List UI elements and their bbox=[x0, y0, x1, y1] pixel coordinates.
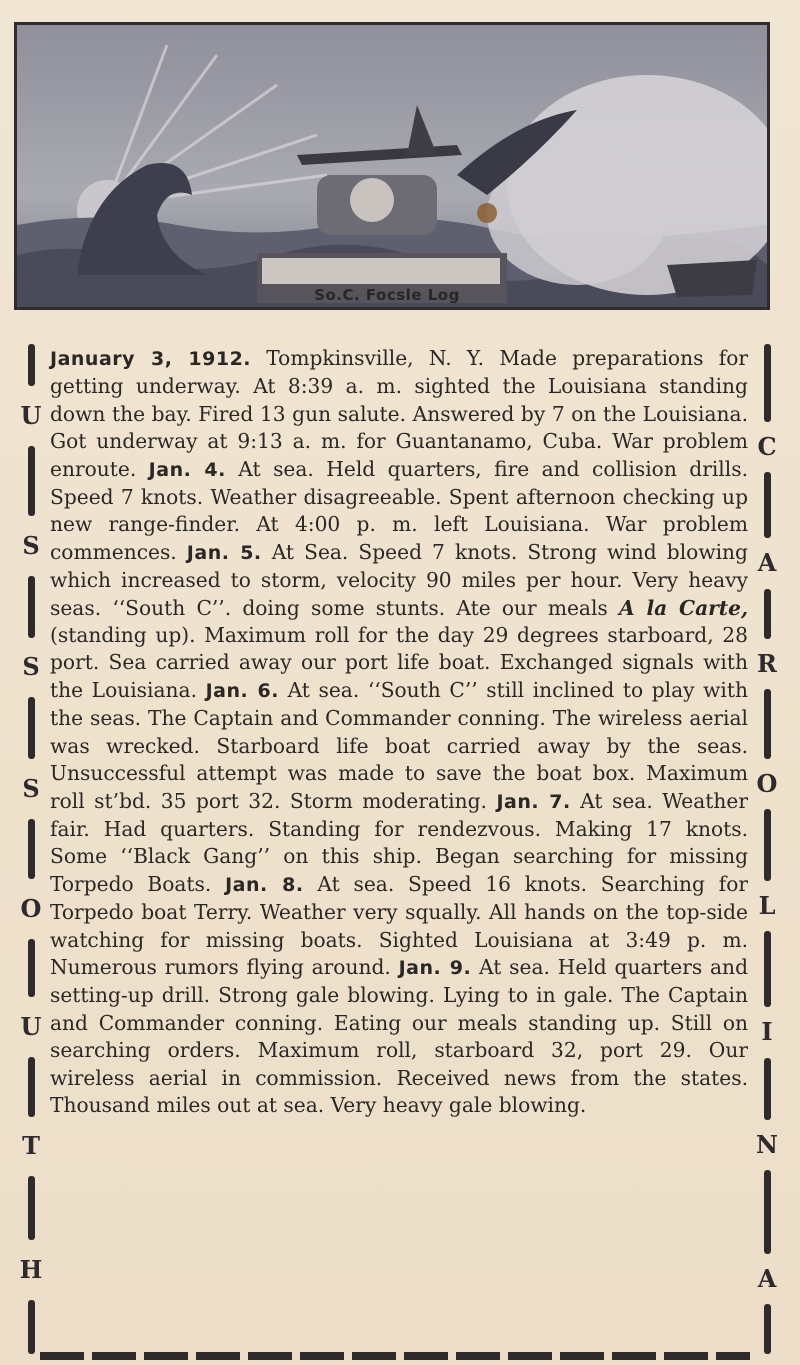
log-entry: At sea. Speed 16 knots. Searching for Torpedo boat Terry. Weather very squally. All hands on the top-side watching for missing boats. Sighted Louisiana at 3:49 p. m. Numerous rumors flying around. bbox=[50, 871, 748, 979]
log-entry: At sea. ‘‘South C’’ still inclined to play with the seas. The Captain and Commander conning. The wireless aerial was wrecked. Starboard life boat carried away by the seas. Unsuccessful attempt was made to save the boat box. Maximum roll st’bd. 35 port 32. Storm moderating. bbox=[50, 677, 748, 813]
left-border bbox=[16, 344, 46, 1354]
left-letter: T bbox=[22, 1131, 40, 1161]
log-date: Jan. 4. bbox=[148, 458, 226, 481]
right-letter: I bbox=[761, 1017, 773, 1047]
right-letter: L bbox=[758, 891, 776, 921]
right-letter: A bbox=[757, 548, 777, 578]
left-letter: H bbox=[19, 1255, 43, 1285]
right-letter: A bbox=[757, 1263, 777, 1293]
log-italic: A la Carte, bbox=[618, 595, 748, 620]
log-entry: (standing up). Maximum roll for the day 29 degrees starboard, 28 port. Sea carried away our port life boat. Exchanged signals with the Louisiana. bbox=[50, 623, 748, 702]
log-entry: At sea. Held quarters and setting-up drill. Strong gale blowing. Lying to in gale. The Captain and Commander conning. Eating our meals standing up. Still on searching orders. Maximum roll, starboard 32, port 29. Our wireless aerial in commission. Received news from the states. Thousand miles out at sea. Very heavy gale blowing. bbox=[50, 954, 748, 1117]
right-border bbox=[752, 344, 782, 1354]
ship-storm-picture bbox=[17, 25, 767, 307]
log-date: Jan. 7. bbox=[496, 790, 571, 813]
log-date: Jan. 9. bbox=[398, 956, 472, 979]
log-date: Jan. 6. bbox=[205, 679, 279, 702]
right-letter: R bbox=[757, 648, 777, 678]
header-illustration bbox=[14, 22, 770, 310]
log-date: January 3, 1912. bbox=[50, 348, 252, 370]
left-letter: O bbox=[20, 893, 42, 923]
log-text bbox=[50, 345, 748, 1119]
log-plate-label: So.C. Focsle Log bbox=[314, 286, 460, 304]
log-date: Jan. 5. bbox=[186, 541, 262, 564]
log-entry: Tompkinsville, N. Y. Made preparations for getting underway. At 8:39 a. m. sighted the Louisiana standing down the bay. Fired 13 gun salute. Answered by 7 on the Louisiana. Got underway at 9:13 a. m. for Guantanamo, Cuba. War problem enroute. bbox=[50, 346, 748, 481]
left-letter: S bbox=[22, 652, 40, 682]
log-entry: At sea. Held quarters, fire and collision drills. Speed 7 knots. Weather disagreeable. Spent afternoon checking up new range-finder. At 4:00 p. m. left Louisiana. War problem commences. bbox=[50, 456, 748, 564]
left-letter: U bbox=[20, 1011, 42, 1041]
left-letter: U bbox=[20, 400, 42, 430]
right-letter: N bbox=[756, 1129, 778, 1159]
log-date: Jan. 8. bbox=[225, 873, 304, 896]
left-letter: S bbox=[22, 774, 40, 804]
left-letter: S bbox=[22, 530, 40, 560]
right-letter: C bbox=[757, 432, 777, 462]
log-entry: At Sea. Speed 7 knots. Strong wind blowing which increased to storm, velocity 90 miles per hour. Very heavy seas. ‘‘South C’’. doing some stunts. Ate our meals bbox=[50, 539, 748, 620]
right-letter: O bbox=[756, 768, 778, 798]
bottom-rope-border bbox=[40, 1352, 750, 1360]
log-entry: At sea. Weather fair. Had quarters. Standing for rendezvous. Making 17 knots. Some ‘‘Black Gang’’ on this ship. Began searching for missing Torpedo Boats. bbox=[50, 788, 749, 896]
